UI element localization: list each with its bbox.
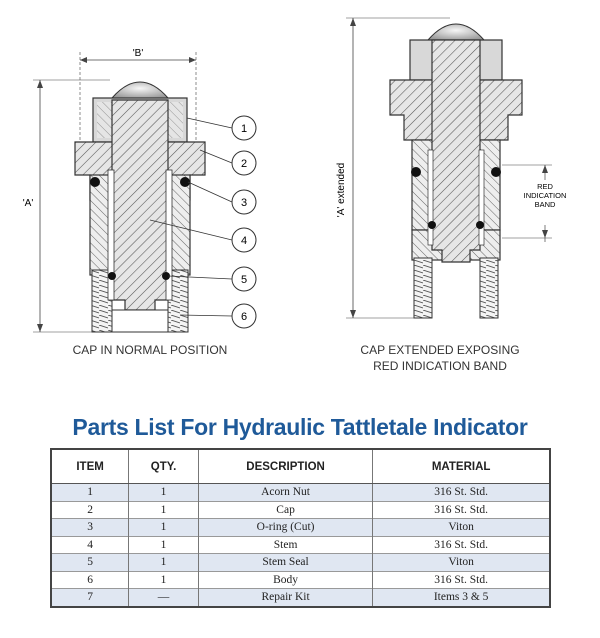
dimension-b-label: 'B' (132, 48, 144, 59)
cell-item: 3 (51, 519, 129, 537)
cell-qty: 1 (129, 519, 199, 537)
red-band-label-line-1: RED (537, 182, 553, 191)
cell-material: 316 St. Std. (373, 501, 550, 519)
table-row (51, 536, 550, 554)
table-row (51, 519, 550, 537)
table-row (51, 484, 550, 502)
table-row (51, 501, 550, 519)
cell-description: Stem (198, 536, 372, 554)
cell-item: 5 (51, 554, 129, 572)
header-description: DESCRIPTION (198, 449, 372, 484)
cell-qty: 1 (129, 501, 199, 519)
parts-list-title: Parts List For Hydraulic Tattletale Indicator (72, 414, 528, 440)
cell-qty: 1 (129, 484, 199, 502)
table-row (51, 589, 550, 607)
cell-description: Cap (198, 501, 372, 519)
cell-item: 1 (51, 484, 129, 502)
right-cap-extended-section (336, 18, 566, 318)
callout-4: 4 (240, 235, 248, 247)
callout-6: 6 (240, 311, 248, 323)
cell-item: 2 (51, 501, 129, 519)
cell-qty: 1 (129, 554, 199, 572)
cell-description: Body (198, 571, 372, 589)
table-row (51, 571, 550, 589)
callout-5: 5 (240, 274, 248, 286)
cell-material: Viton (373, 519, 550, 537)
cell-item: 4 (51, 536, 129, 554)
right-caption-line-1: CAP EXTENDED EXPOSING (360, 343, 520, 357)
red-band-label-line-2: INDICATION (523, 191, 567, 200)
table-row (51, 554, 550, 572)
left-cap-normal-section (23, 48, 256, 332)
cell-description: O-ring (Cut) (198, 519, 372, 537)
cell-material: Items 3 & 5 (373, 589, 550, 607)
cell-item: 7 (51, 589, 129, 607)
cell-description: Acorn Nut (198, 484, 372, 502)
header-qty: QTY. (129, 449, 199, 484)
dimension-a-label: 'A' (22, 198, 34, 209)
header-item: ITEM (51, 449, 129, 484)
cell-material: Viton (373, 554, 550, 572)
callout-2: 2 (240, 158, 248, 170)
red-band-label-line-3: BAND (534, 200, 556, 209)
callout-1: 1 (240, 123, 248, 135)
cell-description: Repair Kit (198, 589, 372, 607)
right-caption-line-2: RED INDICATION BAND (373, 359, 507, 373)
cell-material: 316 St. Std. (373, 536, 550, 554)
cell-qty: — (129, 589, 199, 607)
left-caption: CAP IN NORMAL POSITION (72, 343, 228, 357)
cell-material: 316 St. Std. (373, 484, 550, 502)
cell-material: 316 St. Std. (373, 571, 550, 589)
dimension-a-extended-label: 'A' extended (336, 162, 347, 218)
parts-list-table (50, 448, 551, 608)
cell-item: 6 (51, 571, 129, 589)
cell-qty: 1 (129, 571, 199, 589)
cell-description: Stem Seal (198, 554, 372, 572)
table-header-row (51, 449, 550, 484)
callout-3: 3 (240, 197, 248, 209)
header-material: MATERIAL (373, 449, 550, 484)
cell-qty: 1 (129, 536, 199, 554)
